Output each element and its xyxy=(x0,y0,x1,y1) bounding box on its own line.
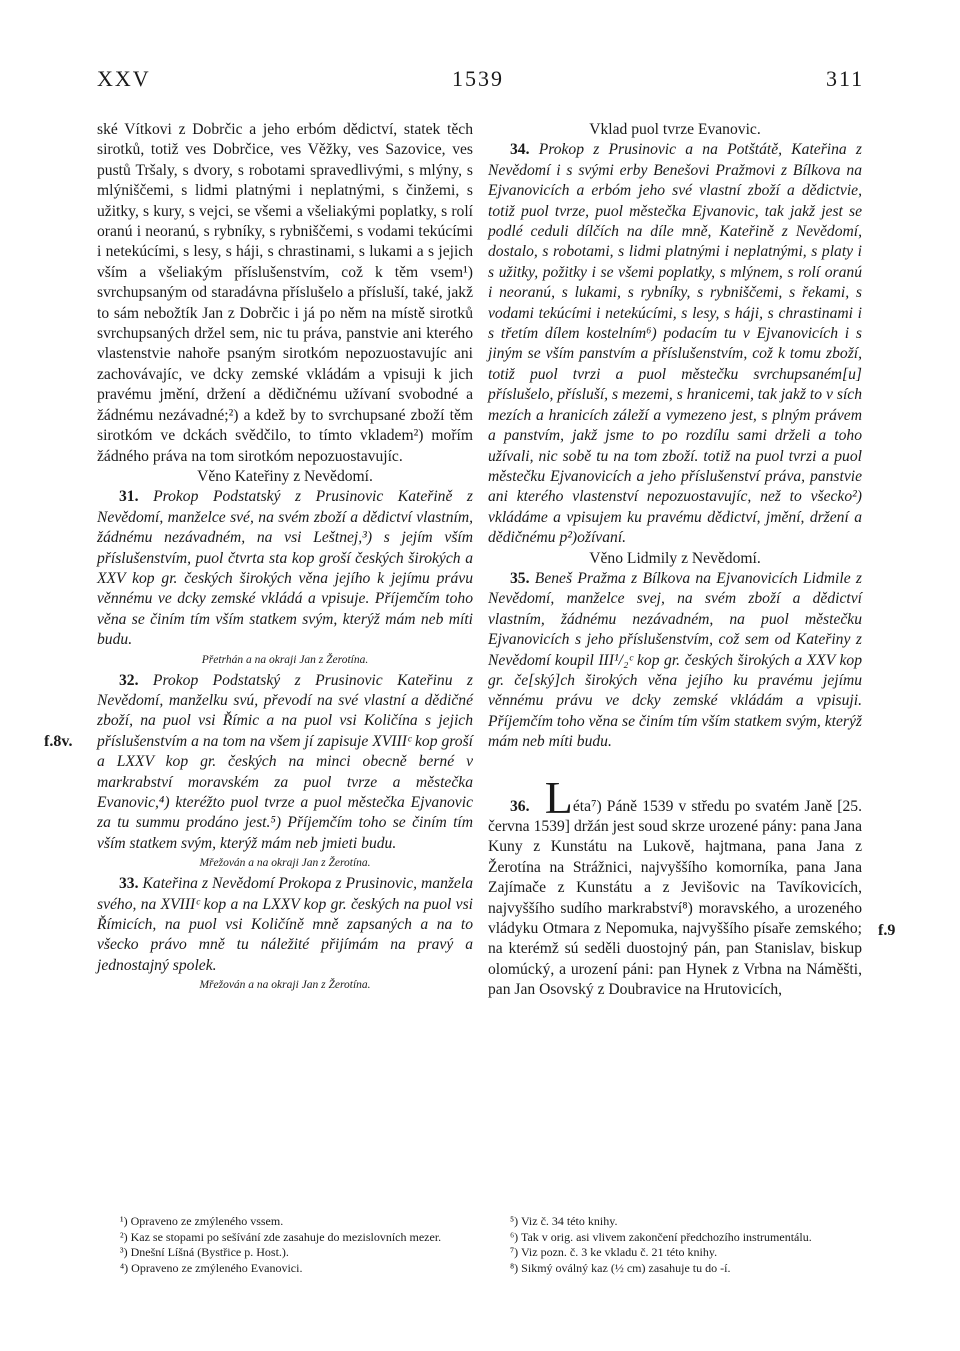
header-roman-numeral: XXV xyxy=(97,66,151,91)
entry-text: éta⁷) Páně 1539 v středu po svatém Janě [25. června 1539] držán jest soud skrze urozené pány: pana Jana Kuny z Kunstátu na Lukově, hajtmana, pana Jana z Žerotína na Strážnici, najvyššího komorníka, pana Jana Zajímače z Kunstátu a z Jevišovic na Tavíkovicích, najvyššího sudího markrabství⁸) moravského, a urozeného vládyku Otmara z Nepomuka, najvyššího písaře zemského; na kterémž sú seděli duostojný pán, pan Stanislav, biskup olomúcký, a urození páni: pan Hynek z Vrbna na Náměšti, pan Jan Osovský z Doubravice na Hrutovicích, xyxy=(488,797,862,999)
footnote: ⁴) Opraveno ze zmýleného Evanovici. xyxy=(120,1260,303,1275)
footnote: ⁸) Sikmý oválný kaz (½ cm) zasahuje tu do -í. xyxy=(510,1260,731,1275)
drop-cap: L xyxy=(544,771,573,823)
footnotes-right xyxy=(510,1214,865,1276)
header-year: 1539 xyxy=(452,66,504,91)
entry-text: Prokop z Prusinovic a na Potštátě, Kateřina z Nevědomí i s svými erby Benešovi Pražmovi z Bílkova na Ejvanovicích a erbóm jeho své vlastní zboží a dědictvie, totiž puol tvrze, puol městečka Ejvanovic, tak jakž jest se podlé ceduli dílčích na díle mně, Kateřině z Nevědomí, dostalo, s robotami, s lidmi platnými i neplatnými, s platy i s užitky, požitky i se všemi poplatky, s mlýnem, s rolí oranú i neoranú, s lukami, s rybníky, s rybniščemi, s řekami, s vodami tekúcími i netekúcími, s lesy, s háji, s chrastinami i s třetím dílem kostelním⁶) podacím tu v Ejvanovicích i s jiným se vším panstvím a příslušenstvím, což k tomu zboží, totiž puol tvrzi a puol městečku svrchupsaném[u] příslušelo, přísluší, s mezemi, s hranicemi, tak jakž to v sích mezích a hranicích záleží a vymezeno jest, s plným právem a panstvím, jakž jsme to po rozdílu sami drželi a toho užívali, nic sobě tu na tom zboží. totiž na puol tvrzi a puol městečku Ejvanovicích a jeho příslušenství práva, panstvie ani kterého vlastenství nepozuostavujíc, než to všecko²) vkládáme a vpisujem ku pravému dědictví, jmění, držení a dědičnému p²)ožívaní. xyxy=(488,141,862,547)
entry-text: Beneš Pražma z Bílkova na Ejvanovicích Lidmile z Nevědomí, manželce svej, na svém zboží a dědictví vlastním, žádnému nezávadném, na puol městečku Ejvanovicích s jeho příslušenstvím, což sem od Kateřiny z Nevědomí koupil III¹/₂ᶜ kop gr. českých širokých a XXV kop gr. če[ský]ch širokých věna jejího ku pravému jejímu věnnému právu ve dcky zemské vkládám a vpisuji. Příjemčím toho věna se činím tím vším statkem svým, kterýž mám neb míti budu. xyxy=(488,569,862,751)
margin-note xyxy=(97,653,473,668)
note-text: Mřežován a na okraji Jan z Žerotína. xyxy=(199,857,371,870)
footnote: ⁶) Tak v orig. asi vlivem zakončení předchozího instrumentálu. xyxy=(510,1229,812,1244)
entry-31 xyxy=(97,487,473,650)
entry-number: 36. xyxy=(510,797,530,815)
margin-note xyxy=(97,856,473,871)
footnote: ⁷) Viz pozn. č. 3 ke vkladu č. 21 této knihy. xyxy=(510,1245,718,1259)
entry-number: 35. xyxy=(510,569,530,587)
entry-number: 32. xyxy=(119,671,139,689)
entry-number: 34. xyxy=(510,141,530,159)
folio-mark-left: f.8v. xyxy=(44,733,73,750)
entry-34 xyxy=(488,140,862,548)
note-text: Přetrhán a na okraji Jan z Žerotína. xyxy=(201,653,369,666)
footnote: ²) Kaz se stopami po sešívání zde zasahuje do mezislovních mezer. xyxy=(120,1229,442,1244)
entry-number: 31. xyxy=(119,488,139,506)
folio-mark-right: f.9 xyxy=(878,922,896,939)
section-heading: Věno Kateřiny z Nevědomí. xyxy=(197,467,373,485)
footnote: ³) Dnešní Líšná (Bystřice p. Host.). xyxy=(120,1245,289,1259)
entry-text: Prokop Podstatský z Prusinovic Kateřinu z Nevědomí, manželku svú, převodí na své vlastní a dědičné zboží, na puol vsi Římic a na puol vsi Količína s jejich příslušenstvím a na tom na všem jí zapisuje XVIIIᶜ kop groší a LXXV kop gr. českých na minci obecně berné v markrabství moravském za puol tvrze a městečka Evanovic,⁴) kteréžto puol tvrze a puol městečka Ejvanovic za tu summu prodáno jest.⁵) Příjemčím toho se činím tím vším statkem svým, kterýž mám neb jmieti budu. xyxy=(97,671,473,852)
entry-36 xyxy=(488,771,862,1001)
footnote: ⁵) Viz č. 34 této knihy. xyxy=(510,1214,618,1228)
right-column xyxy=(488,120,862,1001)
section-heading: Věno Lidmily z Nevědomí. xyxy=(589,549,761,567)
margin-note xyxy=(97,978,473,993)
entry-text: Prokop Podstatský z Prusinovic Kateřině z Nevědomí, manželce své, na svém zboží a dědictví vlastním, žádnému nezávadném, na vsi Leštnej,³) s jejím vším příslušenstvím, puol čtvrta sta kop groší českých širokých a XXV kop gr. českých širokých věna jejího k jejímu právu věnnému ve dcky zemské vkládá a vpisuje. Příjemčím toho věna se činím tím vším statkem svým, kterýž mám neb míti budu. xyxy=(97,488,473,649)
note-text: Mřežován a na okraji Jan z Žerotína. xyxy=(199,979,371,992)
section-heading: Vklad puol tvrze Evanovic. xyxy=(589,121,761,138)
header-page-number: 311 xyxy=(826,66,865,91)
entry-35 xyxy=(488,569,862,753)
entry-33 xyxy=(97,874,473,976)
paragraph: ské Vítkovi z Dobrčic a jeho erbóm dědictví, statek těch sirotků, totiž ves Dobrčice, ves Věžky, ves Sazovice, ves pustů Tršaly, s dvory, s robotami spravedlivými, s mlýny, s mlýniščemi, s lidmi platnými i neplatnými, s činžemi, s užitky, s kury, s vejci, se všemi a všeliakými poplatky, s rolí oranú i neoranú, s rybníky, s rybniščemi, s vodami tekúcími i netekúcími, s lesy, s háji, s chrastinami, s lukami a s jejich vším a všeliakým příslušenstvím, což k těm vsem¹) svrchupsaným od staradávna příslušelo a přísluší, také, jakž to sám nebožtík Jan z Dobrčic i já po něm na místě sirotků svrchupsaných držel sem, nic tu práva, panstvie ani kterého vlastenstvie nahoře psaným sirotkóm nepozuostavujíc ani zachovávajíc, ve dcky zemské vkládám a vpisuji k jich pravému jmění, držení a dědičnému užívaní svobodné a žádnému nezávadné;²) a kdež by to svrchupsané zboží těm sirotkóm ve dckách svědčilo, to tímto vkladem²) mořím žádného práva na tom sirotkóm nepozuostavujíc. xyxy=(97,121,473,465)
entry-text: Kateřina z Nevědomí Prokopa z Prusinovic, manžela svého, na XVIIIᶜ kop a na LXXV kop gr. českých na puol vsi Římicích, na puol vsi Količíně mně zapsaných a na to všecko právo mně tu náležité přijímám na pravý a jednostajný spolek. xyxy=(97,875,473,974)
footnote: ¹) Opraveno ze zmýleného vssem. xyxy=(120,1214,284,1228)
entry-32 xyxy=(97,671,473,855)
footnotes-left xyxy=(120,1214,480,1276)
left-column xyxy=(97,120,473,996)
entry-number: 33. xyxy=(119,875,139,893)
